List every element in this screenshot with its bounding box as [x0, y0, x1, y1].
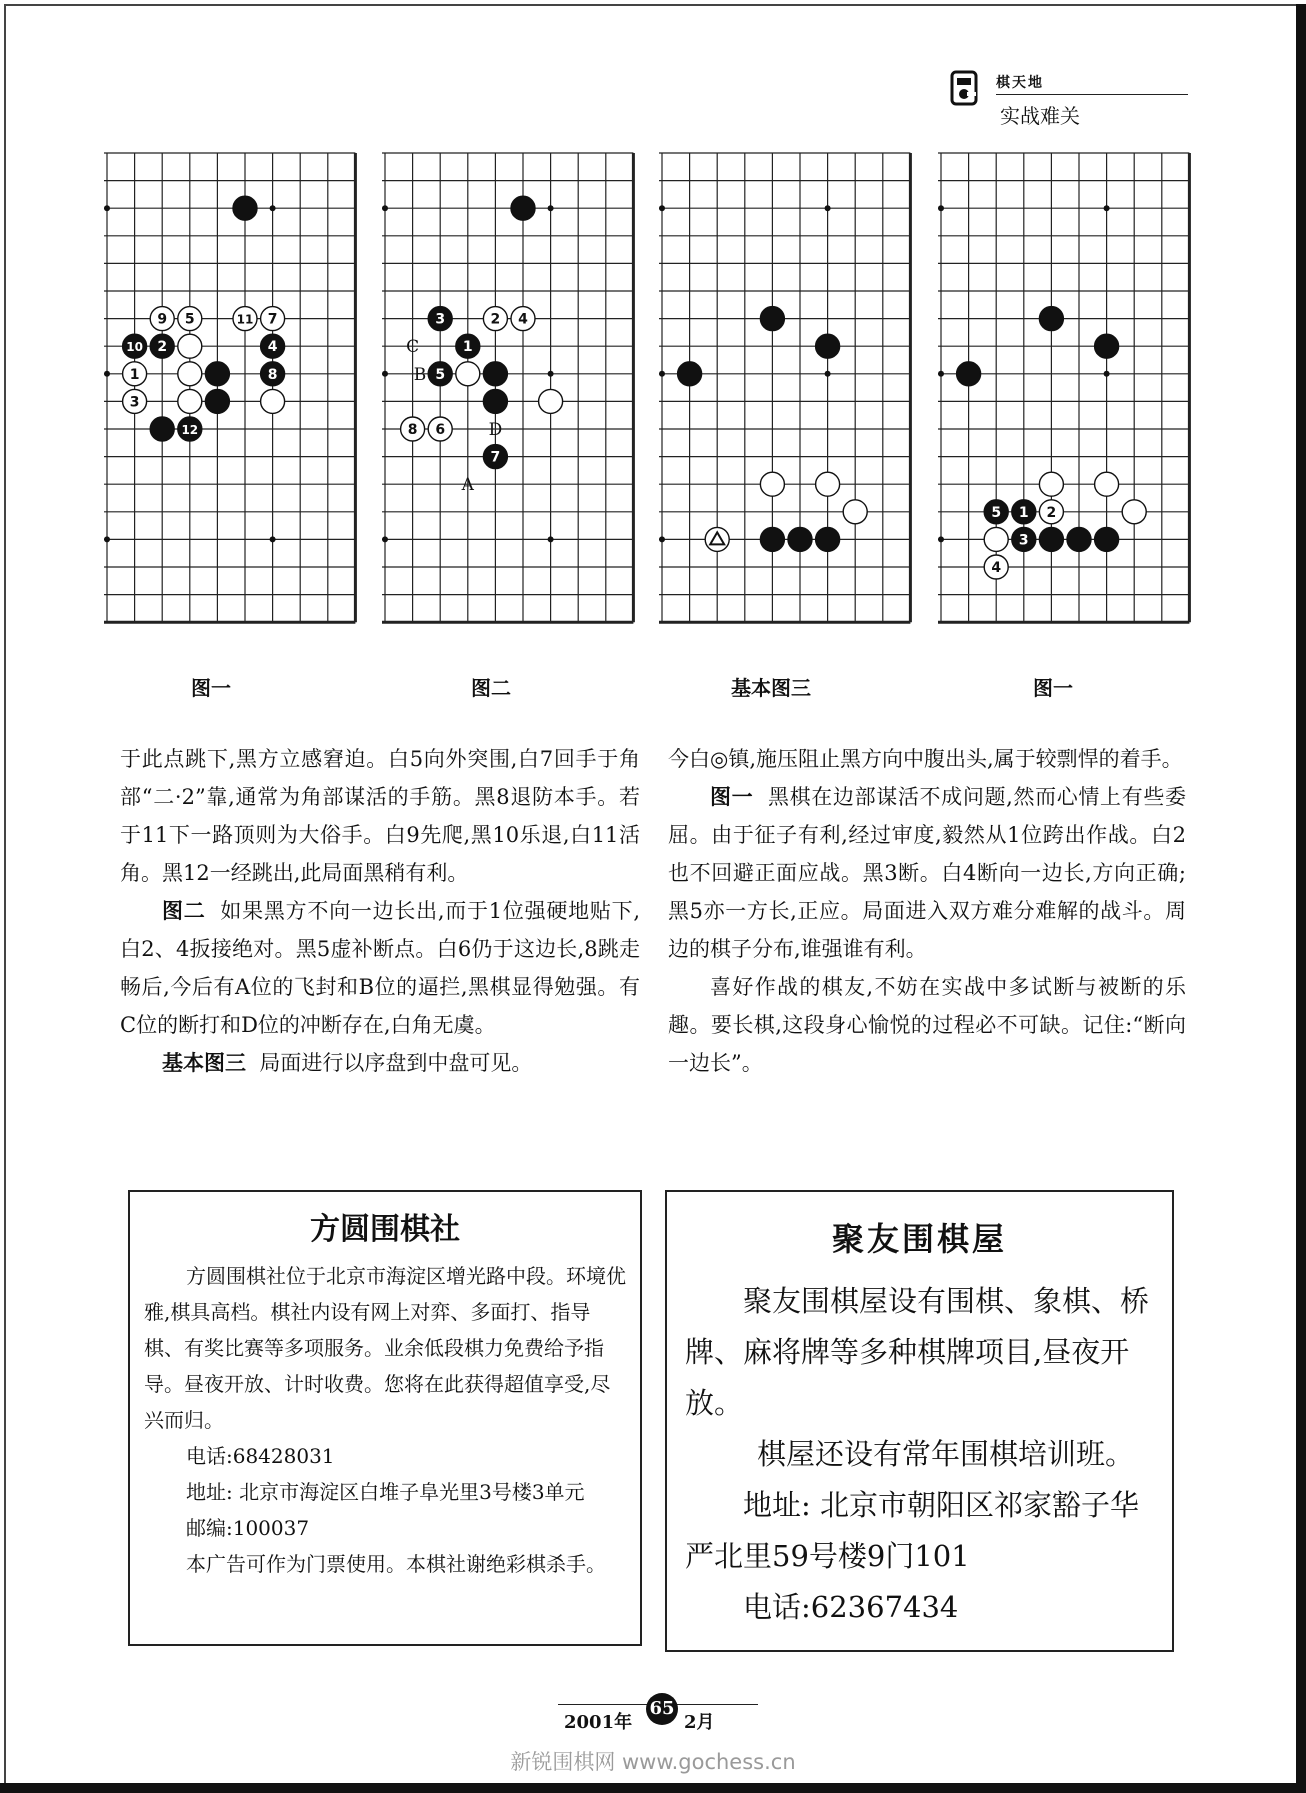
white-stone — [984, 555, 1008, 579]
star-point — [104, 371, 110, 377]
page-number: 65 — [646, 1693, 678, 1725]
white-stone — [539, 389, 563, 413]
black-stone — [261, 334, 285, 358]
white-stone — [1122, 500, 1146, 524]
ad-phone: 电话:62367434 — [743, 1590, 959, 1624]
page-footer — [558, 1693, 758, 1733]
star-point — [270, 205, 276, 211]
star-point — [938, 536, 944, 542]
move-number: 8 — [267, 366, 278, 383]
black-stone — [1067, 527, 1091, 551]
column-header — [950, 68, 1190, 138]
white-stone — [1039, 500, 1063, 524]
go-board-4 — [938, 150, 1200, 640]
white-stone — [816, 472, 840, 496]
ad-title: 方圆围棋社 — [310, 1212, 460, 1247]
white-stone — [511, 307, 535, 331]
black-stone — [1012, 527, 1036, 551]
paragraph — [120, 1044, 640, 1082]
star-point — [825, 371, 831, 377]
star-point — [825, 205, 831, 211]
black-stone — [511, 196, 535, 220]
black-stone — [760, 307, 784, 331]
star-point — [382, 536, 388, 542]
black-stone — [1095, 527, 1119, 551]
black-stone — [205, 362, 229, 386]
move-number: 3 — [1018, 532, 1029, 549]
black-stone — [1095, 334, 1119, 358]
move-number: 1 — [462, 339, 473, 356]
star-point — [938, 205, 944, 211]
ad-title: 聚友围棋屋 — [831, 1220, 1007, 1258]
move-number: 12 — [181, 423, 199, 437]
advertisement-juyou — [665, 1190, 1174, 1652]
board-caption: 基本图三 — [731, 676, 811, 700]
ad-note: 本广告可作为门票使用。本棋社谢绝彩棋杀手。 — [186, 1552, 606, 1576]
move-number: 4 — [518, 311, 528, 328]
black-stone — [816, 527, 840, 551]
black-stone — [1039, 307, 1063, 331]
section-title: 实战难关 — [1000, 104, 1080, 128]
move-number: 7 — [267, 311, 278, 328]
board-caption: 图一 — [1033, 676, 1073, 700]
move-number: 8 — [407, 422, 418, 438]
white-stone — [401, 417, 425, 441]
black-stone — [816, 334, 840, 358]
watermark: 新锐围棋网 www.gochess.cn — [510, 1750, 796, 1774]
move-number: 5 — [184, 311, 195, 328]
black-stone — [205, 389, 229, 413]
board-caption: 图二 — [471, 676, 511, 700]
black-stone — [483, 362, 507, 386]
move-number: 2 — [1046, 504, 1057, 521]
star-point — [104, 536, 110, 542]
black-stone — [150, 334, 174, 358]
board-letter-label: A — [461, 475, 474, 496]
figure-label: 基本图三 — [162, 1051, 246, 1075]
move-number: 3 — [129, 394, 140, 411]
header-rule — [996, 94, 1188, 95]
paragraph-text: 于此点跳下,黑方立感窘迫。白5向外突围,白7回手于角部“二·2”靠,通常为角部谋活的手筋。黑8退防本手。若于11下一路顶则为大俗手。白9先爬,黑10乐退,白11活角。黑12一经跳出,此局面黑稍有利。 — [120, 747, 640, 885]
black-stone — [483, 389, 507, 413]
star-point — [1104, 205, 1110, 211]
paragraph-text: 如果黑方不向一边长出,而于1位强硬地贴下,白2、4扳接绝对。黑5虚补断点。白6仍于这边长,8跳走畅后,今后有A位的飞封和B位的逼拦,黑棋显得勉强。有C位的断打和D位的冲断存在,白角无虞。 — [120, 899, 641, 1037]
black-stone — [788, 527, 812, 551]
ad-phone: 电话:68428031 — [186, 1444, 335, 1468]
white-stone — [428, 417, 452, 441]
paragraph — [668, 778, 1186, 968]
move-number: 11 — [236, 312, 254, 327]
move-number: 2 — [157, 339, 168, 356]
star-point — [548, 205, 554, 211]
black-stone — [233, 196, 257, 220]
paragraph — [668, 968, 1186, 1082]
article-right-column — [668, 740, 1186, 1082]
ad-description: 方圆围棋社位于北京市海淀区增光路中段。环境优雅,棋具高档。棋社内设有网上对弈、多面打、指导棋、有奖比赛等多项服务。业余低段棋力免费给予指导。昼夜开放、计时收费。您将在此获得超值享受,尽兴而归。 — [144, 1264, 626, 1432]
move-number: 6 — [435, 422, 446, 438]
move-number: 3 — [435, 311, 446, 328]
white-stone — [123, 362, 147, 386]
black-stone — [428, 362, 452, 386]
black-stone — [150, 417, 174, 441]
paragraph — [668, 740, 1186, 778]
move-number: 4 — [267, 339, 278, 356]
white-stone — [123, 389, 147, 413]
ad-training: 棋屋还设有常年围棋培训班。 — [757, 1437, 1135, 1471]
paragraph-text: 黑棋在边部谋活不成问题,然而心情上有些委屈。由于征子有利,经过审度,毅然从1位跨出作战。白2也不回避正面应战。黑3断。白4断向一边长,方向正确;黑5亦一方长,正应。局面进入双方难分难解的战斗。周边的棋子分布,谁强谁有利。 — [668, 785, 1186, 961]
black-stone — [984, 500, 1008, 524]
move-number: 4 — [991, 560, 1002, 576]
white-stone — [984, 527, 1008, 551]
black-stone — [1012, 500, 1036, 524]
star-point — [548, 371, 554, 377]
article-left-column — [120, 740, 640, 1082]
white-stone — [178, 307, 202, 331]
black-stone — [261, 362, 285, 386]
ad-address: 地址: 北京市海淀区白堆子阜光里3号楼3单元 — [186, 1480, 585, 1504]
page-shadow-bottom — [0, 1783, 1306, 1793]
white-stone — [261, 307, 285, 331]
go-board-3 — [659, 150, 921, 640]
star-point — [382, 371, 388, 377]
ad-body — [667, 1276, 1172, 1633]
star-point — [270, 536, 276, 542]
white-stone — [483, 307, 507, 331]
move-number: 1 — [1018, 504, 1029, 521]
footer-month: 2月 — [684, 1712, 715, 1733]
black-stone — [456, 334, 480, 358]
board-letter-label: C — [406, 337, 420, 358]
go-board-2 — [382, 150, 644, 640]
move-number: 2 — [490, 311, 501, 328]
star-point — [1104, 371, 1110, 377]
white-stone — [1039, 472, 1063, 496]
black-stone — [178, 417, 202, 441]
black-stone — [123, 334, 147, 358]
move-number: 9 — [157, 311, 168, 328]
column-name: 棋天地 — [996, 75, 1044, 91]
board-caption: 图一 — [191, 676, 231, 700]
board-letter-label: D — [488, 420, 503, 440]
white-stone — [178, 362, 202, 386]
white-stone — [760, 472, 784, 496]
paragraph — [120, 740, 640, 892]
white-stone — [178, 334, 202, 358]
star-point — [659, 205, 665, 211]
star-point — [382, 205, 388, 211]
board-letter-label: B — [413, 364, 427, 385]
move-number: 10 — [126, 340, 143, 355]
ad-address: 地址: 北京市朝阳区祁家豁子华严北里59号楼9门101 — [685, 1488, 1139, 1573]
star-point — [548, 536, 554, 542]
black-stone — [760, 527, 784, 551]
white-stone — [233, 307, 257, 331]
black-stone — [428, 307, 452, 331]
page-shadow-right — [1296, 4, 1306, 1793]
ad-description: 聚友围棋屋设有围棋、象棋、桥牌、麻将牌等多种棋牌项目,昼夜开放。 — [685, 1284, 1150, 1420]
star-point — [659, 371, 665, 377]
star-point — [938, 371, 944, 377]
paragraph-text: 局面进行以序盘到中盘可见。 — [259, 1051, 533, 1075]
go-board-1 — [104, 150, 366, 640]
black-stone — [678, 362, 702, 386]
white-stone — [150, 307, 174, 331]
advertisement-fangyuan — [128, 1190, 642, 1646]
white-stone — [843, 500, 867, 524]
white-stone — [705, 527, 729, 551]
paragraph-text: 今白◎镇,施压阻止黑方向中腹出头,属于较剽悍的着手。 — [668, 747, 1183, 771]
black-stone — [1039, 527, 1063, 551]
go-logo-icon — [950, 70, 978, 106]
paragraph-text: 喜好作战的棋友,不妨在实战中多试断与被断的乐趣。要长棋,这段身心愉悦的过程必不可缺。记住:“断向一边长”。 — [668, 975, 1186, 1075]
white-stone — [178, 389, 202, 413]
white-stone — [456, 362, 480, 386]
star-point — [104, 205, 110, 211]
white-stone — [1095, 472, 1119, 496]
paragraph — [120, 892, 640, 1044]
star-point — [659, 536, 665, 542]
figure-label: 图一 — [710, 785, 754, 809]
black-stone — [957, 362, 981, 386]
figure-label: 图二 — [162, 899, 206, 923]
move-number: 5 — [435, 366, 446, 383]
move-number: 5 — [991, 504, 1002, 521]
ad-postcode: 邮编:100037 — [186, 1516, 310, 1540]
white-stone — [261, 389, 285, 413]
footer-year: 2001年 — [564, 1712, 633, 1733]
black-stone — [483, 445, 507, 469]
move-number: 1 — [129, 366, 140, 383]
ad-body — [130, 1258, 640, 1582]
move-number: 7 — [490, 449, 501, 466]
